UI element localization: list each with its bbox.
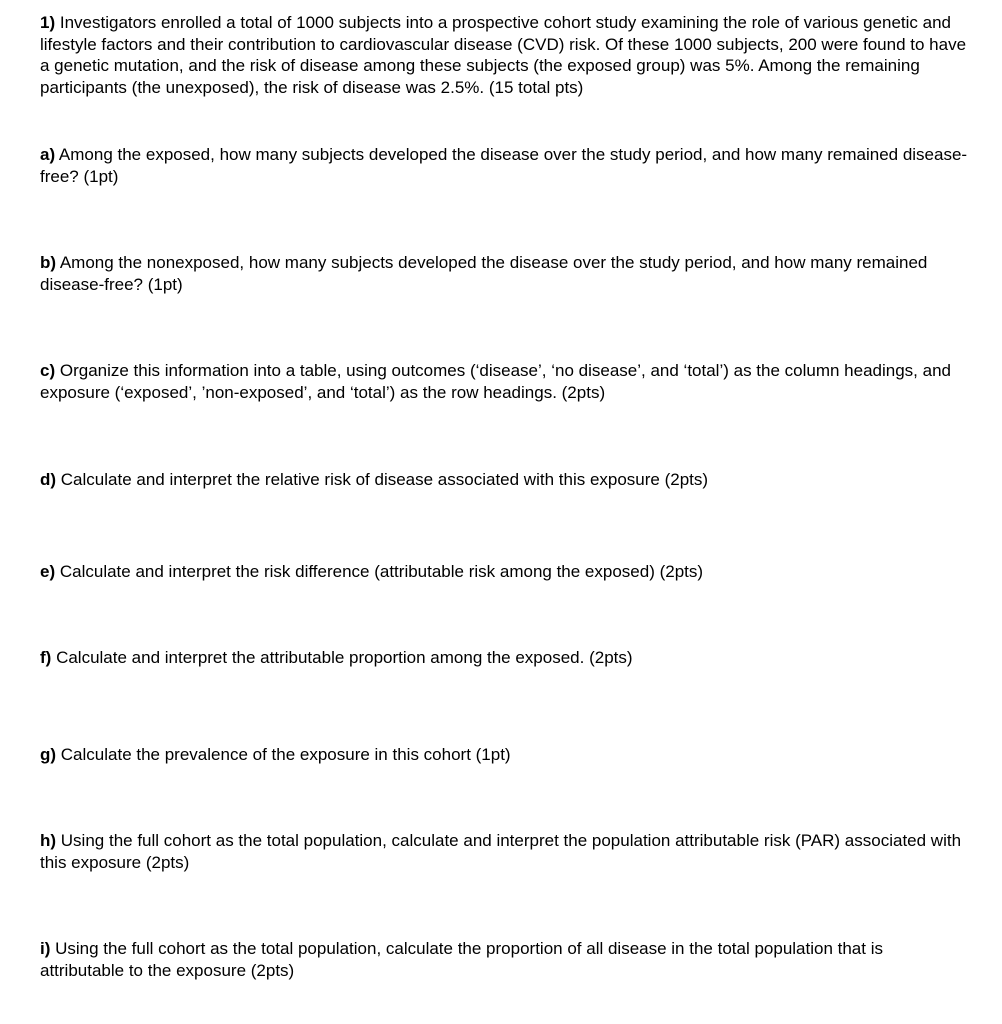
question-d xyxy=(40,469,970,491)
question-d-label: d) xyxy=(40,470,57,489)
question-a-label: a) xyxy=(40,145,56,164)
question-a xyxy=(40,144,970,187)
question-c xyxy=(40,360,970,403)
question-h xyxy=(40,830,970,873)
problem-statement xyxy=(40,12,970,98)
question-f-label: f) xyxy=(40,648,52,667)
problem-number: 1) xyxy=(40,13,56,32)
question-i-label: i) xyxy=(40,939,51,958)
question-h-label: h) xyxy=(40,831,57,850)
question-c-text: Organize this information into a table, using outcomes (‘disease’, ‘no disease’, and ‘total’) as the column headings, and exposure (‘exposed’, ’non-exposed’, and ‘total’) as the row headings. (2pts) xyxy=(40,361,951,402)
question-g-label: g) xyxy=(40,745,57,764)
question-i xyxy=(40,938,970,981)
question-h-text: Using the full cohort as the total population, calculate and interpret the population attributable risk (PAR) associated with this exposure (2pts) xyxy=(40,831,962,872)
question-b-label: b) xyxy=(40,253,57,272)
problem-text: Investigators enrolled a total of 1000 subjects into a prospective cohort study examining the role of various genetic and lifestyle factors and their contribution to cardiovascular disease (CVD) risk. Of these 1000 subjects, 200 were found to have a genetic mutation, and the risk of disease among these subjects (the exposed group) was 5%. Among the remaining participants (the unexposed), the risk of disease was 2.5%. (15 total pts) xyxy=(40,13,967,97)
question-a-text: Among the exposed, how many subjects developed the disease over the study period, and how many remained disease-free? (1pt) xyxy=(40,145,968,186)
question-f-text: Calculate and interpret the attributable proportion among the exposed. (2pts) xyxy=(56,648,633,667)
question-g-text: Calculate the prevalence of the exposure in this cohort (1pt) xyxy=(60,745,511,764)
question-e-label: e) xyxy=(40,562,56,581)
question-b xyxy=(40,252,970,295)
question-f xyxy=(40,647,970,669)
question-b-text: Among the nonexposed, how many subjects developed the disease over the study period, and how many remained disease-free? (1pt) xyxy=(40,253,928,294)
question-e-text: Calculate and interpret the risk difference (attributable risk among the exposed) (2pts) xyxy=(59,562,704,581)
question-g xyxy=(40,744,970,766)
question-d-text: Calculate and interpret the relative risk of disease associated with this exposure (2pts) xyxy=(60,470,709,489)
question-c-label: c) xyxy=(40,361,56,380)
question-e xyxy=(40,561,970,583)
question-i-text: Using the full cohort as the total population, calculate the proportion of all disease in the total population that is attributable to the exposure (2pts) xyxy=(40,939,883,980)
intro-paragraph xyxy=(40,12,970,98)
